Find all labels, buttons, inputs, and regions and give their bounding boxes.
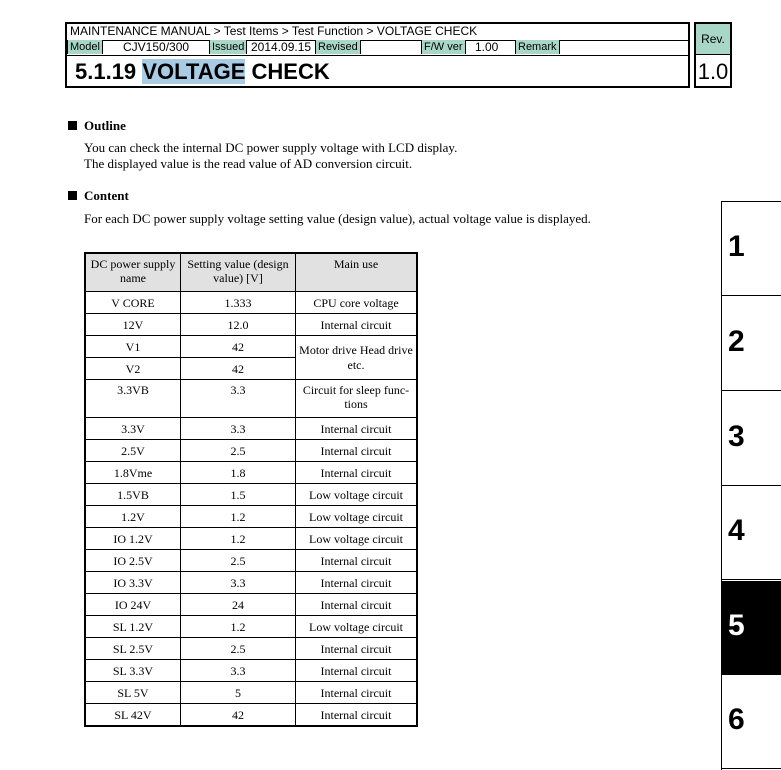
revision-box [694, 22, 732, 88]
cell-use: Internal circuit [296, 594, 418, 616]
table-row [85, 380, 417, 418]
cell-value: 1.2 [181, 528, 296, 550]
cell-name: IO 2.5V [85, 550, 181, 572]
issued-label: Issued [209, 40, 247, 54]
col-header-name: DC power supply name [85, 253, 181, 292]
chapter-tab-3[interactable]: 3 [722, 392, 781, 486]
cell-value: 42 [181, 358, 296, 380]
cell-name: IO 1.2V [85, 528, 181, 550]
cell-value: 2.5 [181, 440, 296, 462]
manual-header [65, 22, 690, 88]
table-row [85, 528, 417, 550]
chapter-tabs [721, 201, 781, 770]
col-header-use: Main use [296, 253, 418, 292]
chapter-tab-6[interactable]: 6 [722, 675, 781, 769]
table-row [85, 616, 417, 638]
cell-use: Internal circuit [296, 682, 418, 704]
table-row [85, 336, 417, 358]
outline-heading-text: Outline [84, 118, 126, 133]
page-title [67, 56, 688, 88]
cell-use: Internal circuit [296, 638, 418, 660]
square-bullet-icon [68, 121, 77, 130]
revised-label: Revised [315, 40, 361, 54]
square-bullet-icon [68, 191, 77, 200]
table-row [85, 462, 417, 484]
cell-use: Internal circuit [296, 314, 418, 336]
cell-use: Low voltage circuit [296, 616, 418, 638]
cell-name: SL 42V [85, 704, 181, 727]
meta-row [67, 40, 688, 56]
cell-value: 42 [181, 336, 296, 358]
cell-value: 1.2 [181, 506, 296, 528]
model-value: CJV150/300 [123, 40, 190, 54]
cell-value: 5 [181, 682, 296, 704]
cell-use: Internal circuit [296, 572, 418, 594]
table-row [85, 418, 417, 440]
cell-use-merged: Motor drive Head drive etc. [296, 336, 418, 380]
cell-use: Internal circuit [296, 418, 418, 440]
cell-use: Internal circuit [296, 462, 418, 484]
cell-name: IO 24V [85, 594, 181, 616]
chapter-tab-2[interactable]: 2 [722, 297, 781, 391]
table-row [85, 660, 417, 682]
table-row [85, 682, 417, 704]
voltage-table [84, 252, 418, 727]
cell-name: 1.2V [85, 506, 181, 528]
cell-value: 1.2 [181, 616, 296, 638]
section-number: 5.1.19 [75, 59, 137, 84]
outline-line: The displayed value is the read value of AD conversion circuit. [84, 156, 413, 171]
content-heading-text: Content [84, 188, 129, 203]
cell-value: 2.5 [181, 550, 296, 572]
table-row [85, 292, 417, 314]
outline-text [84, 140, 457, 172]
cell-value: 1.8 [181, 462, 296, 484]
chapter-tab-4[interactable]: 4 [722, 486, 781, 580]
table-row [85, 506, 417, 528]
table-row [85, 594, 417, 616]
cell-value: 3.3 [181, 418, 296, 440]
cell-value: 3.3 [181, 660, 296, 682]
cell-use: Low voltage circuit [296, 484, 418, 506]
cell-name: 3.3V [85, 418, 181, 440]
table-row [85, 550, 417, 572]
fw-value: 1.00 [475, 40, 499, 54]
outline-line: You can check the internal DC power supply voltage with LCD display. [84, 140, 458, 155]
title-highlight: VOLTAGE [142, 59, 246, 84]
cell-name: V1 [85, 336, 181, 358]
content-text: For each DC power supply voltage setting value (design value), actual voltage value is displayed. [84, 211, 591, 226]
cell-name: V2 [85, 358, 181, 380]
cell-value: 2.5 [181, 638, 296, 660]
table-header-row [85, 253, 417, 292]
cell-use: Internal circuit [296, 704, 418, 727]
model-label: Model [67, 40, 103, 54]
fw-label: F/W ver [421, 40, 466, 54]
table-row [85, 484, 417, 506]
content-heading [68, 188, 129, 204]
cell-name: 3.3VB [85, 380, 181, 418]
table-row [85, 638, 417, 660]
cell-name: 1.8Vme [85, 462, 181, 484]
cell-name: SL 5V [85, 682, 181, 704]
cell-use: Circuit for sleep func-tions [296, 380, 418, 418]
table-row [85, 314, 417, 336]
table-row [85, 440, 417, 462]
cell-value: 3.3 [181, 380, 296, 418]
title-rest: CHECK [251, 59, 330, 84]
rev-value: 1.0 [697, 59, 729, 84]
chapter-tab-1[interactable]: 1 [722, 202, 781, 296]
remark-label: Remark [515, 40, 560, 54]
table-row [85, 572, 417, 594]
cell-use: Low voltage circuit [296, 506, 418, 528]
cell-use: Internal circuit [296, 550, 418, 572]
cell-name: SL 2.5V [85, 638, 181, 660]
chapter-tab-5[interactable]: 5 [722, 581, 781, 675]
issued-value: 2014.09.15 [251, 40, 312, 54]
cell-value: 3.3 [181, 572, 296, 594]
cell-use: Internal circuit [296, 660, 418, 682]
cell-name: 2.5V [85, 440, 181, 462]
cell-name: IO 3.3V [85, 572, 181, 594]
cell-value: 24 [181, 594, 296, 616]
cell-value: 1.5 [181, 484, 296, 506]
cell-value: 42 [181, 704, 296, 727]
cell-use: Internal circuit [296, 440, 418, 462]
cell-use: Low voltage circuit [296, 528, 418, 550]
cell-value: 1.333 [181, 292, 296, 314]
cell-value: 12.0 [181, 314, 296, 336]
breadcrumb: MAINTENANCE MANUAL > Test Items > Test Function > VOLTAGE CHECK [67, 24, 688, 41]
outline-heading [68, 118, 126, 134]
col-header-value: Setting value (design value) [V] [181, 253, 296, 292]
cell-name: SL 1.2V [85, 616, 181, 638]
cell-use: CPU core voltage [296, 292, 418, 314]
cell-name: 1.5VB [85, 484, 181, 506]
rev-label: Rev. [696, 24, 730, 55]
cell-name: SL 3.3V [85, 660, 181, 682]
cell-name: 12V [85, 314, 181, 336]
table-row [85, 704, 417, 727]
cell-name: V CORE [85, 292, 181, 314]
